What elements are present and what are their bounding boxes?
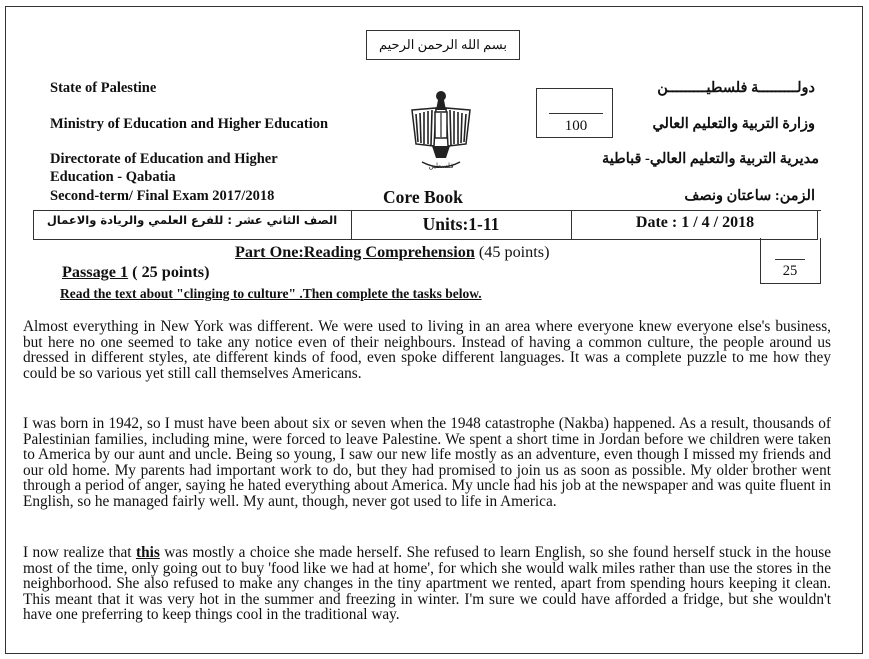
score-total: 100 [564, 118, 588, 134]
header-ministry: Ministry of Education and Higher Education [50, 116, 329, 132]
score-line [549, 113, 603, 114]
header-state-ar: دولـــــــــة فلسطيـــــــــن [657, 80, 815, 96]
header-ministry-ar: وزارة التربية والتعليم العالي [652, 116, 815, 132]
paragraph-3 [23, 545, 831, 623]
part-one-title: Part One:Reading Comprehension [235, 243, 475, 261]
basmala: بسم الله الرحمن الرحيم [366, 30, 520, 60]
passage-title: Passage 1 [62, 263, 129, 281]
passage-score: 25 [782, 263, 798, 279]
paragraph-3-start: I now realize that [23, 544, 136, 561]
reading-instruction: Read the text about "clinging to culture" .Then complete the tasks below. [60, 286, 482, 301]
header-directorate-cont: Education - Qabatia [50, 169, 176, 185]
paragraph-2: I was born in 1942, so I must have been about six or seven when the 1948 catastrophe (Nakba) happened. As a result, thousands of Palestinian families, including mine, were forced to leave Palestine. We spent a short time in Jordan before we children were taken to America by our aunt and uncle. Being so young, I saw our new life mostly as an adventure, even though I missed my friends and our old home. My parents had important work to do, but they had promised to join us as soon as possible. My older brother went through a period of anger, saying he hated everything about America. My uncle had his job at the newspaper and was quite fluent in English, so he managed fairly well. My aunt, though, never got used to life in America. [23, 415, 831, 510]
units-label: Units:1-11 [422, 214, 500, 234]
date-label: Date : 1 / 4 / 2018 [635, 214, 755, 231]
passage-score-line [775, 259, 805, 260]
part-one-points: (45 points) [474, 243, 550, 261]
paragraph-1: Almost everything in New York was different. We were used to living in an area where everyone knew everyone else's business, but here no one seemed to take any notice even of their neighbours. Instead of having a common culture, the people around us dressed in different styles, ate different kinds of food, even spoke different languages. It was a complete puzzle to me how they could be so various yet still call themselves Americans. [23, 318, 831, 382]
paragraph-3-this: this [135, 544, 160, 561]
passage-heading [62, 263, 210, 282]
header-directorate: Directorate of Education and Higher [50, 151, 278, 167]
class-label-ar: الصف الثاني عشر : للفرع العلمي والريادة والاعمال [46, 213, 338, 227]
header-state: State of Palestine [50, 80, 157, 96]
emblem-label: فلسطين [428, 162, 454, 170]
passage-points: ( 25 points) [128, 263, 210, 281]
palestine-eagle-emblem-icon [408, 86, 474, 182]
header-exam-term: Second-term/ Final Exam 2017/2018 [50, 188, 275, 204]
header-directorate-ar: مديرية التربية والتعليم العالي- قباطية [602, 151, 819, 167]
header-time-ar: الزمن: ساعتان ونصف [684, 188, 815, 204]
core-book-label: Core Book [383, 187, 463, 207]
part-one-heading [235, 243, 549, 262]
paragraph-3-rest: was mostly a choice she made herself. She refused to learn English, so she found herself stuck in the house most of the time, only going out to buy 'food like we had at home', for which she would walk miles rather than use the stores in the neighborhood. She also refused to make any changes in the tiny apartment we rented, apart from spending hours keeping it clean. This meant that it was very hot in the summer and freezing in winter. I'm sure we could have afforded a fridge, but she wouldn't have one preferring to keep things cool in the traditional way. [23, 544, 831, 623]
